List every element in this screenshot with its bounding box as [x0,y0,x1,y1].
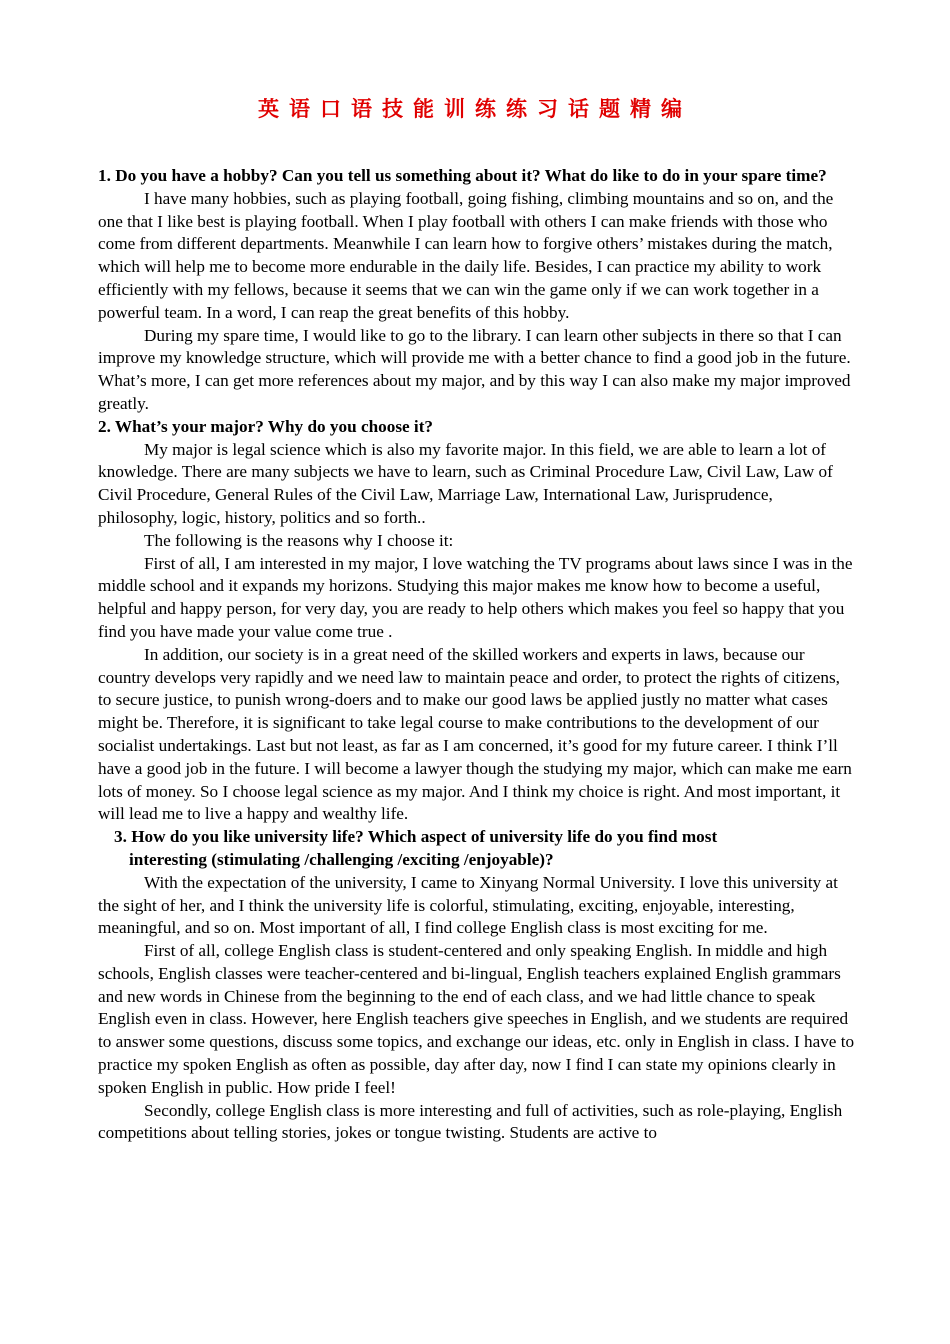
paragraph: First of all, I am interested in my major, I love watching the TV programs about laws since I was in the middle school and it expands my horizons. Studying this major makes me know how to become a useful, helpful and happy person, for very day, you are ready to help others which makes you feel so happy that you find you have made your value come true . [98,553,853,641]
question-1: 1. Do you have a hobby? Can you tell us something about it? What do like to do in your spare time? [98,166,827,185]
paragraph: I have many hobbies, such as playing football, going fishing, climbing mountains and so on, and the one that I like best is playing football. When I play football with others I can make friends with those who come from different departments. Meanwhile I can learn how to forgive others’ mistakes during the match, which will help me to become more endurable in the daily life. Besides, I can practice my ability to work efficiently with my fellows, because it seems that we can win the game only if we can work together in a powerful team. In a word, I can reap the great benefits of this hobby. [98,188,834,322]
question-3 [98,826,856,872]
question-2: 2. What’s your major? Why do you choose it? [98,416,434,436]
paragraph: First of all, college English class is student-centered and only speaking English. In middle and high schools, English classes were teacher-centered and bi-lingual, English teachers explained English grammars and new words in Chinese from the beginning to the end of each class, and we had little chance to speak English even in class. However, here English teachers give speeches in English, and we students are required to answer some questions, discuss some topics, and exchange our ideas, etc. only in English in class. I have to practice my spoken English as often as possible, day after day, now I find I can state my opinions clearly in spoken English in public. How pride I feel! [98,941,855,1097]
paragraph: During my spare time, I would like to go to the library. I can learn other subjects in there so that I can improve my knowledge structure, which will provide me with a better chance to find a good job in the future. What’s more, I can get more references about my major, and by this way I can also make my major improved greatly. [98,325,851,413]
paragraph: In addition, our society is in a great need of the skilled workers and experts in laws, because our country develops very rapidly and we need law to maintain peace and order, to protect the rights of citizens, to secure justice, to punish wrong-doers and to make our good laws be applied justly no matter what cases might be. Therefore, it is significant to take legal course to make contributions to the development of our socialist undertakings. Last but not least, as far as I am concerned, it’s good for my future career. I think I’ll have a good job in the future. I will become a lawyer though the studying my major, which can make me earn lots of money. So I choose legal science as my major. And I think my choice is right. And most important, it will lead me to live a happy and wealthy life. [98,644,852,824]
paragraph: With the expectation of the university, I came to Xinyang Normal University. I love this university at the sight of her, and I think the university life is colorful, stimulating, exciting, enjoyable, interesting, meaningful, and so on. Most important of all, I find college English class is most exciting for me. [98,872,838,938]
document-body [98,165,856,1145]
question-3-line-1: 3. How do you like university life? Which aspect of university life do you find most [114,827,718,847]
page-title: 英语口语技能训练练习话题精编 [258,97,692,121]
paragraph: Secondly, college English class is more interesting and full of activities, such as role-playing, English competitions about telling stories, jokes or tongue twisting. Students are active to [98,1100,843,1143]
question-3-line-2: interesting (stimulating /challenging /exciting /enjoyable)? [129,849,554,869]
paragraph: My major is legal science which is also my favorite major. In this field, we are able to learn a lot of knowledge. There are many subjects we have to learn, such as Criminal Procedure Law, Civil Law, Law of Civil Procedure, General Rules of the Civil Law, Marriage Law, International Law, Jurisprudence, philosophy, logic, history, politics and so forth.. [98,439,833,527]
paragraph: The following is the reasons why I choose it: [144,530,454,550]
